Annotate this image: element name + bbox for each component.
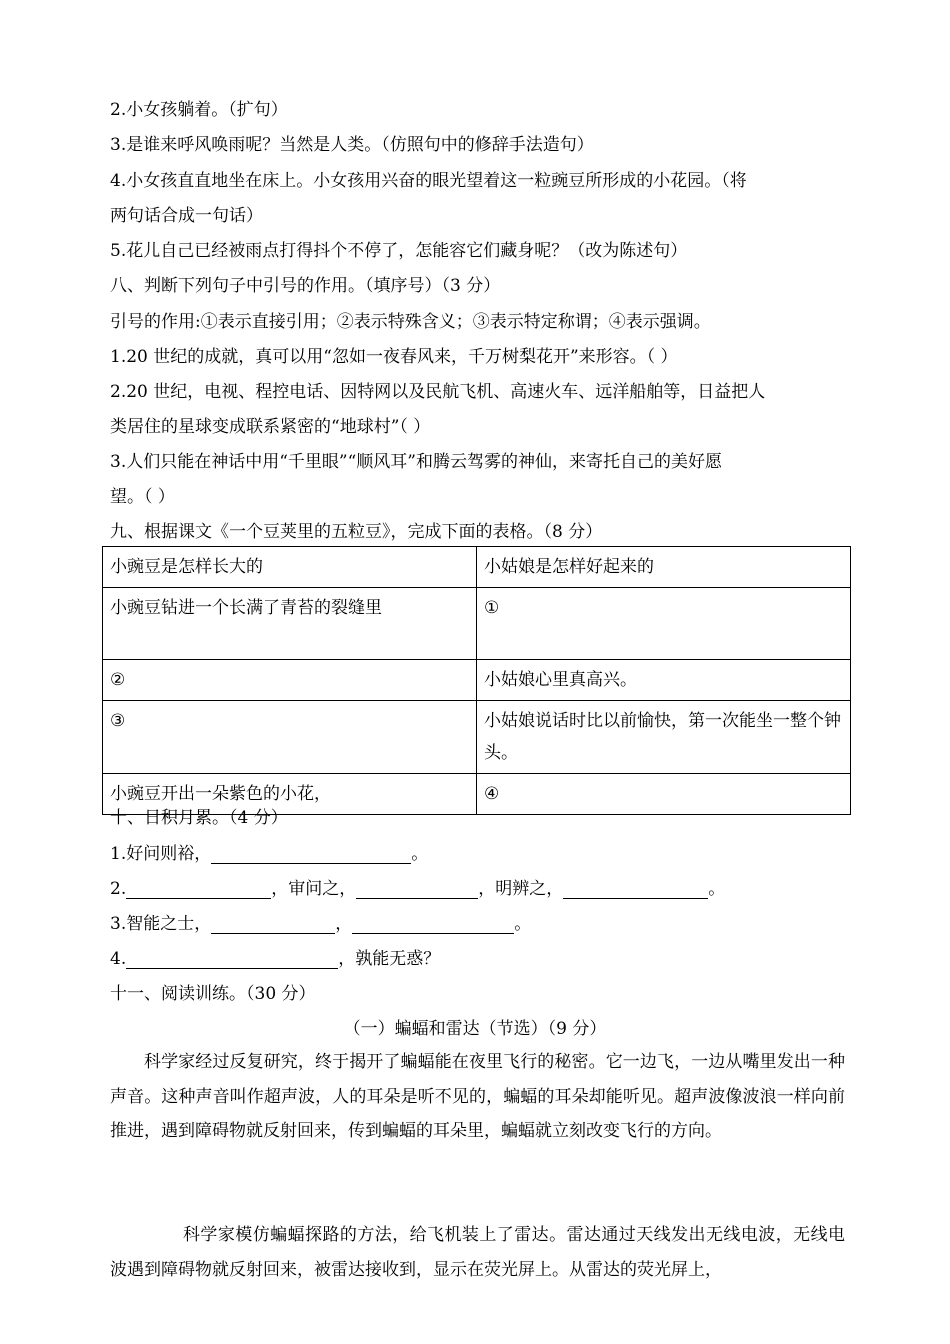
s7-question-3: 3.是谁来呼风唤雨呢？当然是人类。（仿照句中的修辞手法造句） [110,135,594,155]
section8-legend: 引号的作用:①表示直接引用；②表示特殊含义；③表示特定称谓；④表示强调。 [110,312,711,332]
section8-title: 八、判断下列句子中引号的作用。（填序号）（3 分） [110,276,501,296]
section11-title: 十一、阅读训练。（30 分） [110,984,316,1004]
table-cell-blank-2[interactable]: ② [103,660,477,701]
s10-q4-number: 4. [110,949,127,969]
s10-q2-end: 。 [708,879,726,899]
fill-blank-line[interactable] [126,881,271,899]
s10-question-1 [110,844,428,864]
table-cell: 小豌豆钻进一个长满了青苔的裂缝里 [103,588,477,660]
table-cell: 小姑娘心里真高兴。 [477,660,851,701]
table-header-row [103,547,851,588]
s10-question-2 [110,879,725,899]
s10-q3-text: ， [335,914,353,934]
s8-question-2-line1: 2.20 世纪，电视、程控电话、因特网以及民航飞机、高速火车、远洋船舶等，日益把人 [110,382,766,402]
s10-q1-end: 。 [411,844,429,864]
section9-title: 九、根据课文《一个豆荚里的五粒豆》，完成下面的表格。（8 分） [110,522,603,542]
s10-q2-text: ，明辨之， [478,879,564,899]
s8-question-3-line1: 3.人们只能在神话中用“千里眼”“顺风耳”和腾云驾雾的神仙，来寄托自己的美好愿 [110,452,722,472]
s10-q1-text: 1.好问则裕， [110,844,212,864]
fill-blank-line[interactable] [563,881,708,899]
reading-subtitle: （一）蝙蝠和雷达（节选）（9 分） [343,1019,607,1039]
table-row [103,660,851,701]
fill-blank-line[interactable] [356,881,478,899]
reading-paragraph-2: 科学家模仿蝙蝠探路的方法，给飞机装上了雷达。雷达通过天线发出无线电波，无线电波遇到障碍物就反射回来，被雷达接收到，显示在荧光屏上。从雷达的荧光屏上， [110,1225,845,1280]
s7-question-4-line2: 两句话合成一句话） [110,206,263,226]
table-header-cell: 小豌豆是怎样长大的 [103,547,477,588]
fill-blank-line[interactable] [211,846,411,864]
s7-question-4-line1: 4.小女孩直直地坐在床上。小女孩用兴奋的眼光望着这一粒豌豆所形成的小花园。（将 [110,171,747,191]
table-row [103,588,851,660]
s10-q2-number: 2. [110,879,127,899]
table-cell-blank-4[interactable]: ④ [477,774,851,815]
s8-question-3-line2: 望。（ ） [110,487,175,507]
fill-blank-line[interactable] [211,916,335,934]
table-header-cell: 小姑娘是怎样好起来的 [477,547,851,588]
s10-q2-text: ，审问之， [271,879,357,899]
table-cell: 小姑娘说话时比以前愉快，第一次能坐一整个钟头。 [477,701,851,774]
section10-title: 十、日积月累。（4 分） [110,808,288,828]
s8-question-2-line2: 类居住的星球变成联系紧密的“地球村”（ ） [110,417,431,437]
pea-table [102,546,851,815]
table-cell-blank-3[interactable]: ③ [103,701,477,774]
s10-q4-end: ，孰能无惑？ [338,949,441,969]
s10-question-4 [110,949,440,969]
reading-paragraph-1: 科学家经过反复研究，终于揭开了蝙蝠能在夜里飞行的秘密。它一边飞，一边从嘴里发出一种声音。这种声音叫作超声波，人的耳朵是听不见的，蝙蝠的耳朵却能听见。超声波像波浪一样向前推进，遇到障碍物就反射回来，传到蝙蝠的耳朵里，蝙蝠就立刻改变飞行的方向。 [110,1052,845,1141]
s7-question-5: 5.花儿自己已经被雨点打得抖个不停了，怎能容它们藏身呢？（改为陈述句） [110,241,688,261]
s8-question-1: 1.20 世纪的成就，真可以用“忽如一夜春风来，千万树梨花开”来形容。（ ） [110,347,678,367]
s10-q3-end: 。 [514,914,532,934]
fill-blank-line[interactable] [126,951,338,969]
table-row [103,701,851,774]
s7-question-2: 2.小女孩躺着。（扩句） [110,100,288,120]
s10-q3-text: 3.智能之士， [110,914,212,934]
table-cell: 小豌豆开出一朵紫色的小花， [103,774,477,815]
s10-question-3 [110,914,531,934]
table-cell-blank-1[interactable]: ① [477,588,851,660]
fill-blank-line[interactable] [352,916,514,934]
